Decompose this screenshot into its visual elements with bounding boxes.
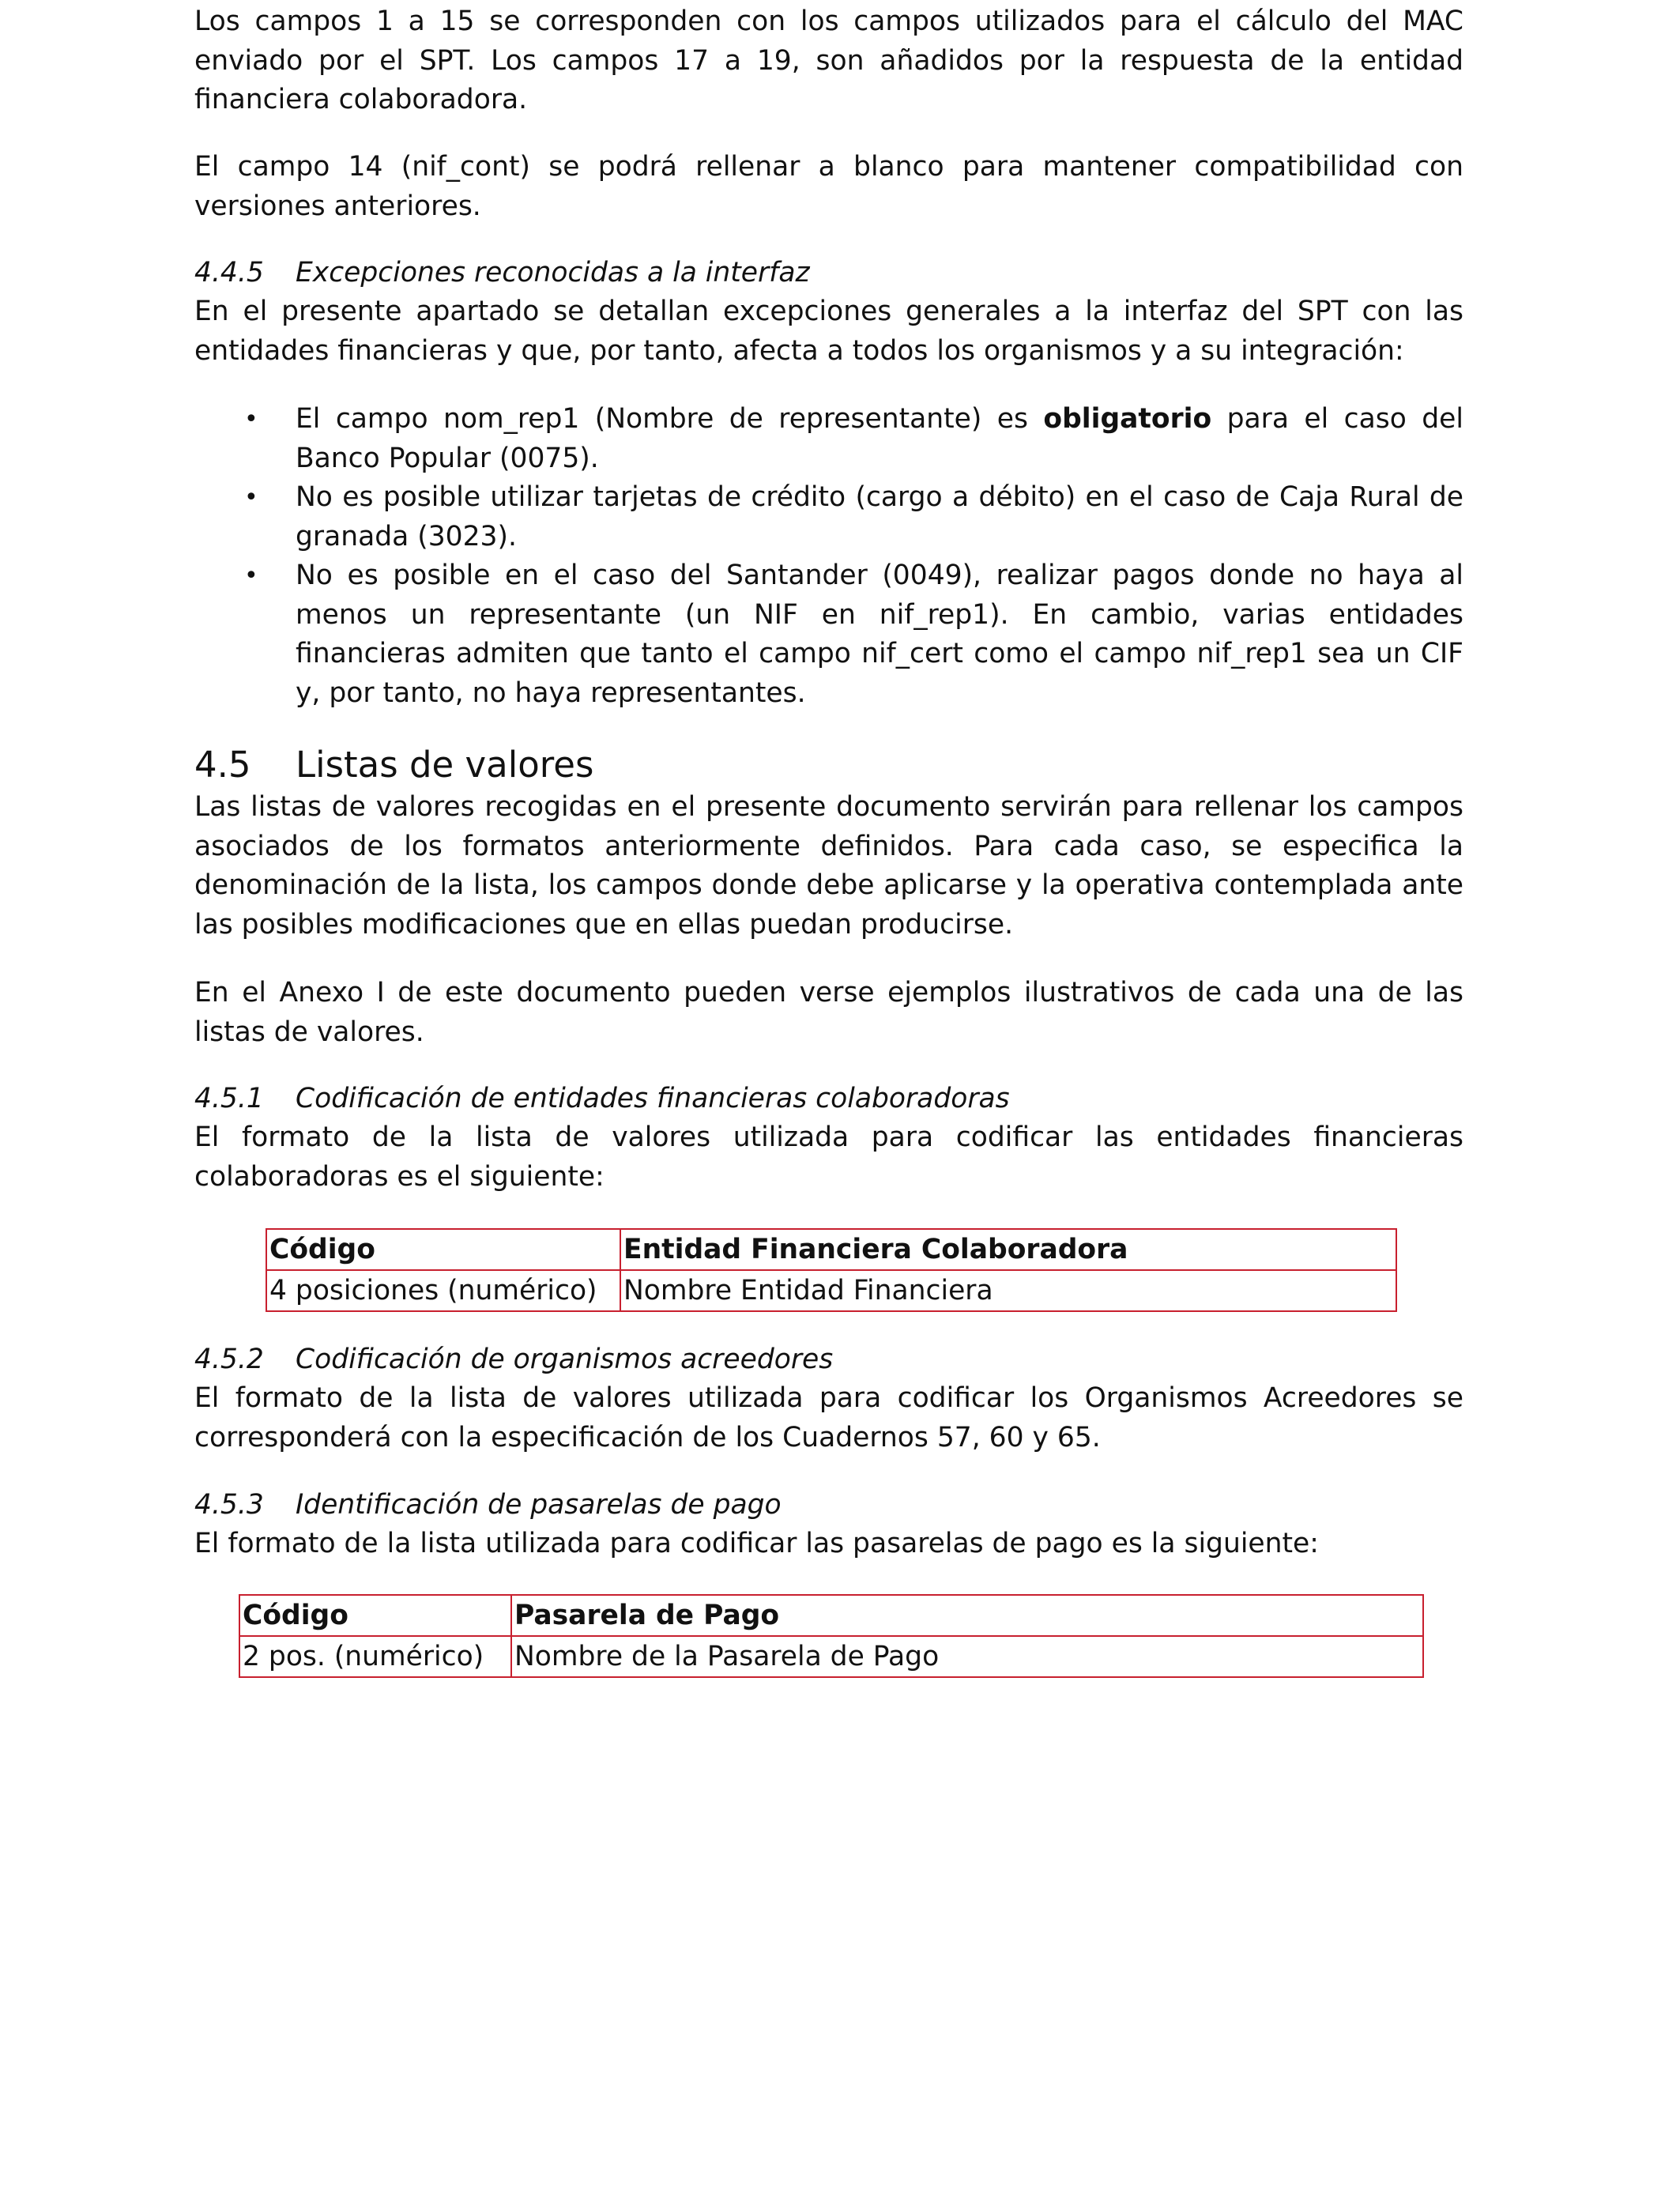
table-cell: Nombre Entidad Financiera (620, 1270, 1396, 1311)
section-4-5-paragraph-1: Las listas de valores recogidas en el presente documento servirán para rellenar los campos asociados de los formatos anteriormente definidos. Para cada caso, se especifica la denominación de la lista, los campos donde debe aplicarse y la operativa contemplada ante las posibles modificaciones que en ellas puedan producirse. (194, 791, 1463, 941)
list-item (194, 556, 1463, 713)
list-item-text: El campo nom_rep1 (Nombre de representante) es (296, 403, 1044, 435)
gateways-table (239, 1594, 1424, 1678)
section-4-5-paragraph-2: En el Anexo I de este documento pueden verse ejemplos ilustrativos de cada una de las listas de valores. (194, 977, 1463, 1048)
exceptions-list (194, 400, 1463, 713)
section-title: Codificación de entidades financieras colaboradoras (296, 1083, 1010, 1114)
list-item-text: No es posible en el caso del Santander (0049), realizar pagos donde no haya al menos un representante (un NIF en nif_rep1). En cambio, varias entidades financieras admiten que tanto el campo nif_cert como el campo nif_rep1 sea un CIF y, por tanto, no haya representantes. (296, 560, 1463, 709)
table-cell: 2 pos. (numérico) (239, 1636, 511, 1677)
bullet-icon: • (244, 484, 258, 511)
section-4-5-3-body: El formato de la lista utilizada para codificar las pasarelas de pago es la siguiente: (194, 1528, 1319, 1559)
table-header-cell: Entidad Financiera Colaboradora (620, 1229, 1396, 1270)
table-header-cell: Código (266, 1229, 620, 1270)
intro-paragraph-1: Los campos 1 a 15 se corresponden con los campos utilizados para el cálculo del MAC enviado por el SPT. Los campos 17 a 19, son añadidos por la respuesta de la entidad financiera colaboradora. (194, 6, 1463, 115)
section-number: 4.4.5 (194, 257, 264, 288)
bullet-icon: • (244, 562, 258, 590)
section-4-4-5-heading (194, 254, 1463, 293)
bullet-icon: • (244, 405, 258, 433)
section-4-5-1-body: El formato de la lista de valores utilizada para codificar las entidades financieras colaboradoras es el siguiente: (194, 1122, 1463, 1193)
table-row (239, 1636, 1423, 1677)
section-title: Listas de valores (296, 744, 594, 786)
table-cell: 4 posiciones (numérico) (266, 1270, 620, 1311)
section-number: 4.5.1 (194, 1083, 264, 1114)
section-4-5-3-heading (194, 1486, 1463, 1525)
section-title: Excepciones reconocidas a la interfaz (296, 257, 810, 288)
list-item (194, 400, 1463, 478)
list-item-emphasis: obligatorio (1043, 403, 1212, 435)
list-item-text: No es posible utilizar tarjetas de crédito (cargo a débito) en el caso de Caja Rural de granada (3023). (296, 481, 1463, 552)
section-4-4-5-body: En el presente apartado se detallan excepciones generales a la interfaz del SPT con las entidades financieras y que, por tanto, afecta a todos los organismos y a su integración: (194, 296, 1463, 367)
section-4-5-heading (194, 743, 593, 787)
table-header-cell: Código (239, 1595, 511, 1636)
intro-paragraph-2: El campo 14 (nif_cont) se podrá rellenar a blanco para mantener compatibilidad con versiones anteriores. (194, 151, 1463, 222)
section-title: Codificación de organismos acreedores (296, 1344, 834, 1375)
list-item-text-end: para el caso del Banco Popular (0075). (296, 403, 1463, 474)
section-number: 4.5.3 (194, 1489, 264, 1521)
section-4-5-2-heading (194, 1340, 1463, 1380)
entities-table (266, 1228, 1397, 1312)
section-4-5-1-heading (194, 1080, 1463, 1119)
table-header-row (239, 1595, 1423, 1636)
table-row (266, 1270, 1396, 1311)
section-number: 4.5.2 (194, 1344, 264, 1375)
table-cell: Nombre de la Pasarela de Pago (511, 1636, 1423, 1677)
table-header-cell: Pasarela de Pago (511, 1595, 1423, 1636)
section-4-5-2-body: El formato de la lista de valores utilizada para codificar los Organismos Acreedores se corresponderá con la especificación de los Cuadernos 57, 60 y 65. (194, 1382, 1463, 1453)
section-title: Identificación de pasarelas de pago (296, 1489, 782, 1521)
section-number: 4.5 (194, 744, 251, 786)
list-item (194, 478, 1463, 556)
table-header-row (266, 1229, 1396, 1270)
